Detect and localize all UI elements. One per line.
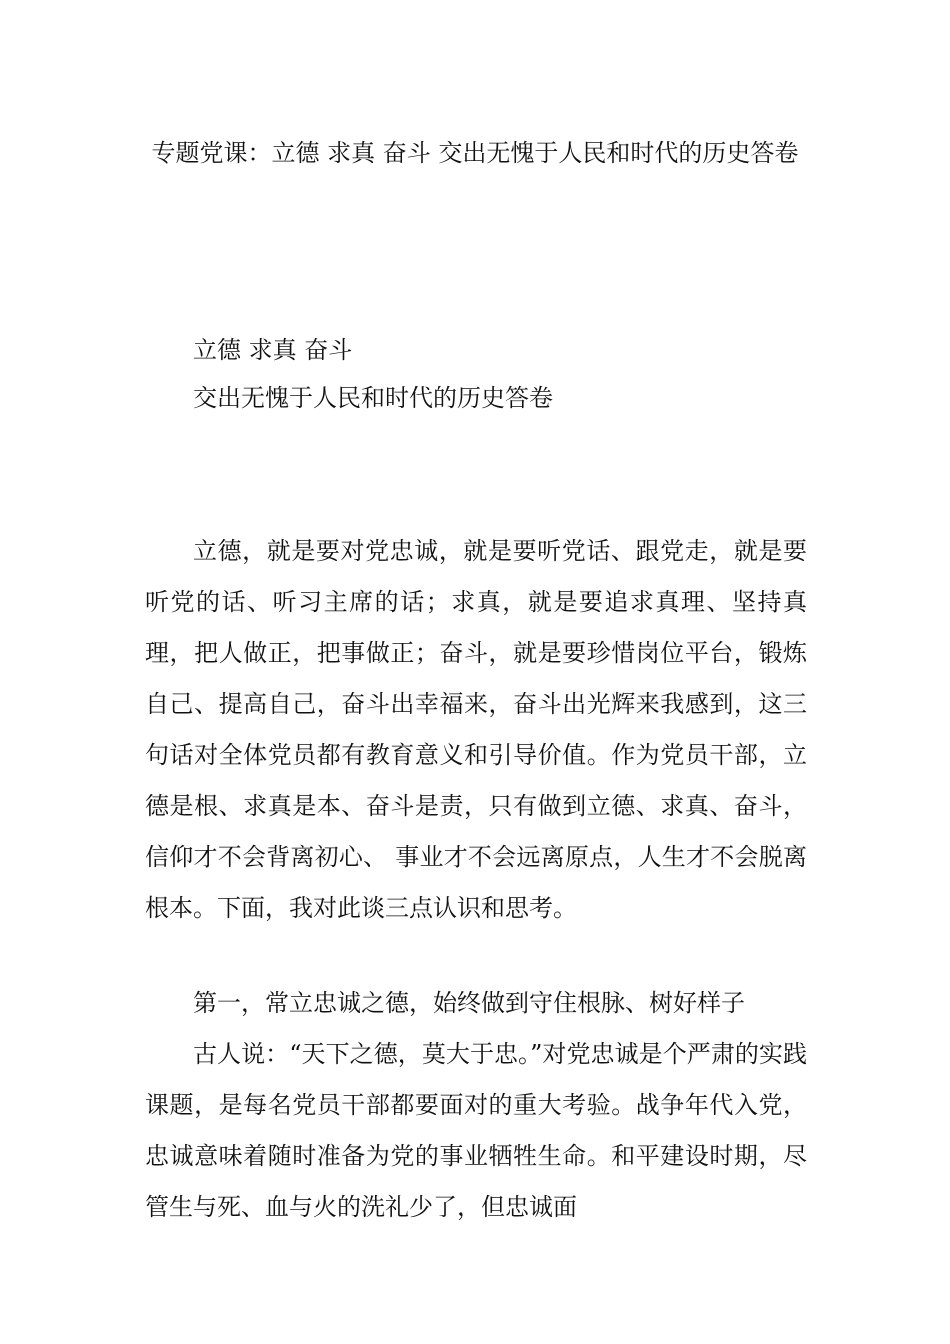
body-paragraph-2: 古人说：“天下之德，莫大于忠。”对党忠诚是个严肃的实践课题，是每名党员干部都要面对的重大考验。战争年代入党，忠诚意味着随时准备为党的事业牺牲生命。和平建设时期，尽管生与死、血与火的洗礼少了，但忠诚面	[145, 1040, 807, 1221]
section-heading-1: 第一，常立忠诚之德，始终做到守住根脉、树好样子	[193, 989, 745, 1017]
document-title: 专题党课：立德 求真 奋斗 交出无愧于人民和时代的历史答卷	[151, 139, 799, 167]
body-paragraph-1: 立德，就是要对党忠诚，就是要听党话、跟党走，就是要听党的话、听习主席的话；求真，就是要追求真理、坚持真理，把人做正，把事做正；奋斗，就是要珍惜岗位平台，锻炼自己、提高自己，奋斗出幸福来，奋斗出光辉来我感到，这三句话对全体党员都有教育意义和引导价值。作为党员干部，立德是根、求真是本、奋斗是责，只有做到立德、求真、奋斗，信仰才不会背离初心、 事业才不会远离原点，人生才不会脱离根本。下面，我对此谈三点认识和思考。	[145, 537, 807, 922]
subtitle-line-1: 立德 求真 奋斗	[193, 336, 353, 364]
subtitle-line-2: 交出无愧于人民和时代的历史答卷	[193, 384, 553, 412]
